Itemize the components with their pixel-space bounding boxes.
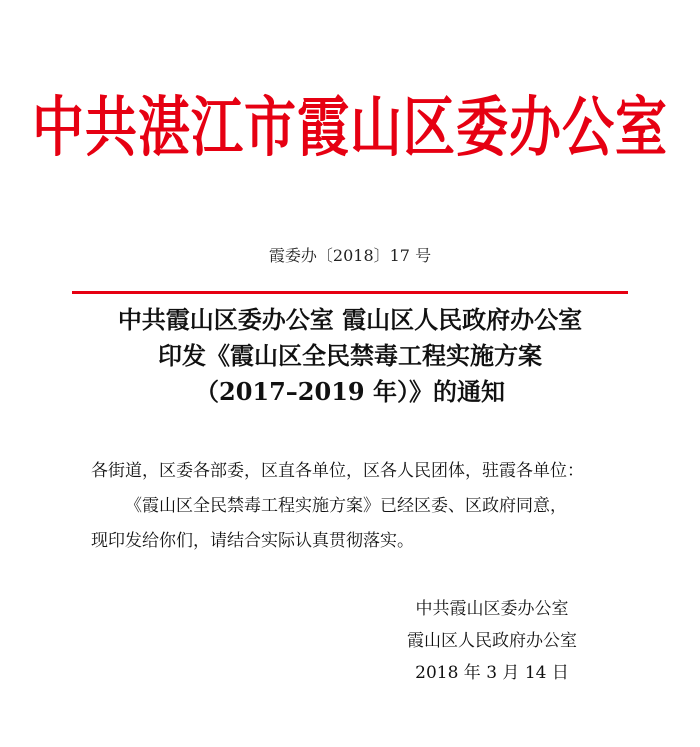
signature-block <box>372 593 612 689</box>
addressees-line: 各街道，区委各部委，区直各单位，区各人民团体，驻霞各单位： <box>91 461 584 481</box>
signature-org-1: 中共霞山区委办公室 <box>415 599 569 619</box>
title-line-3: （2017–2019 年）》的通知 <box>195 377 505 406</box>
masthead-title: 中共湛江市霞山区委办公室 <box>31 89 668 166</box>
body-paragraph-line-2: 现印发给你们，请结合实际认真贯彻落实。 <box>91 531 414 551</box>
document-number: 霞委办〔2018〕17 号 <box>268 246 432 265</box>
document-title <box>0 302 700 410</box>
title-line-1: 中共霞山区委办公室 霞山区人民政府办公室 <box>117 305 583 334</box>
title-line-2: 印发《霞山区全民禁毒工程实施方案 <box>158 341 542 370</box>
red-divider-rule <box>72 291 628 294</box>
signature-org-2: 霞山区人民政府办公室 <box>407 631 577 651</box>
signature-date: 2018 年 3 月 14 日 <box>415 663 569 683</box>
document-body <box>91 454 631 559</box>
body-paragraph-line-1: 《霞山区全民禁毒工程实施方案》已经区委、区政府同意， <box>125 496 567 516</box>
